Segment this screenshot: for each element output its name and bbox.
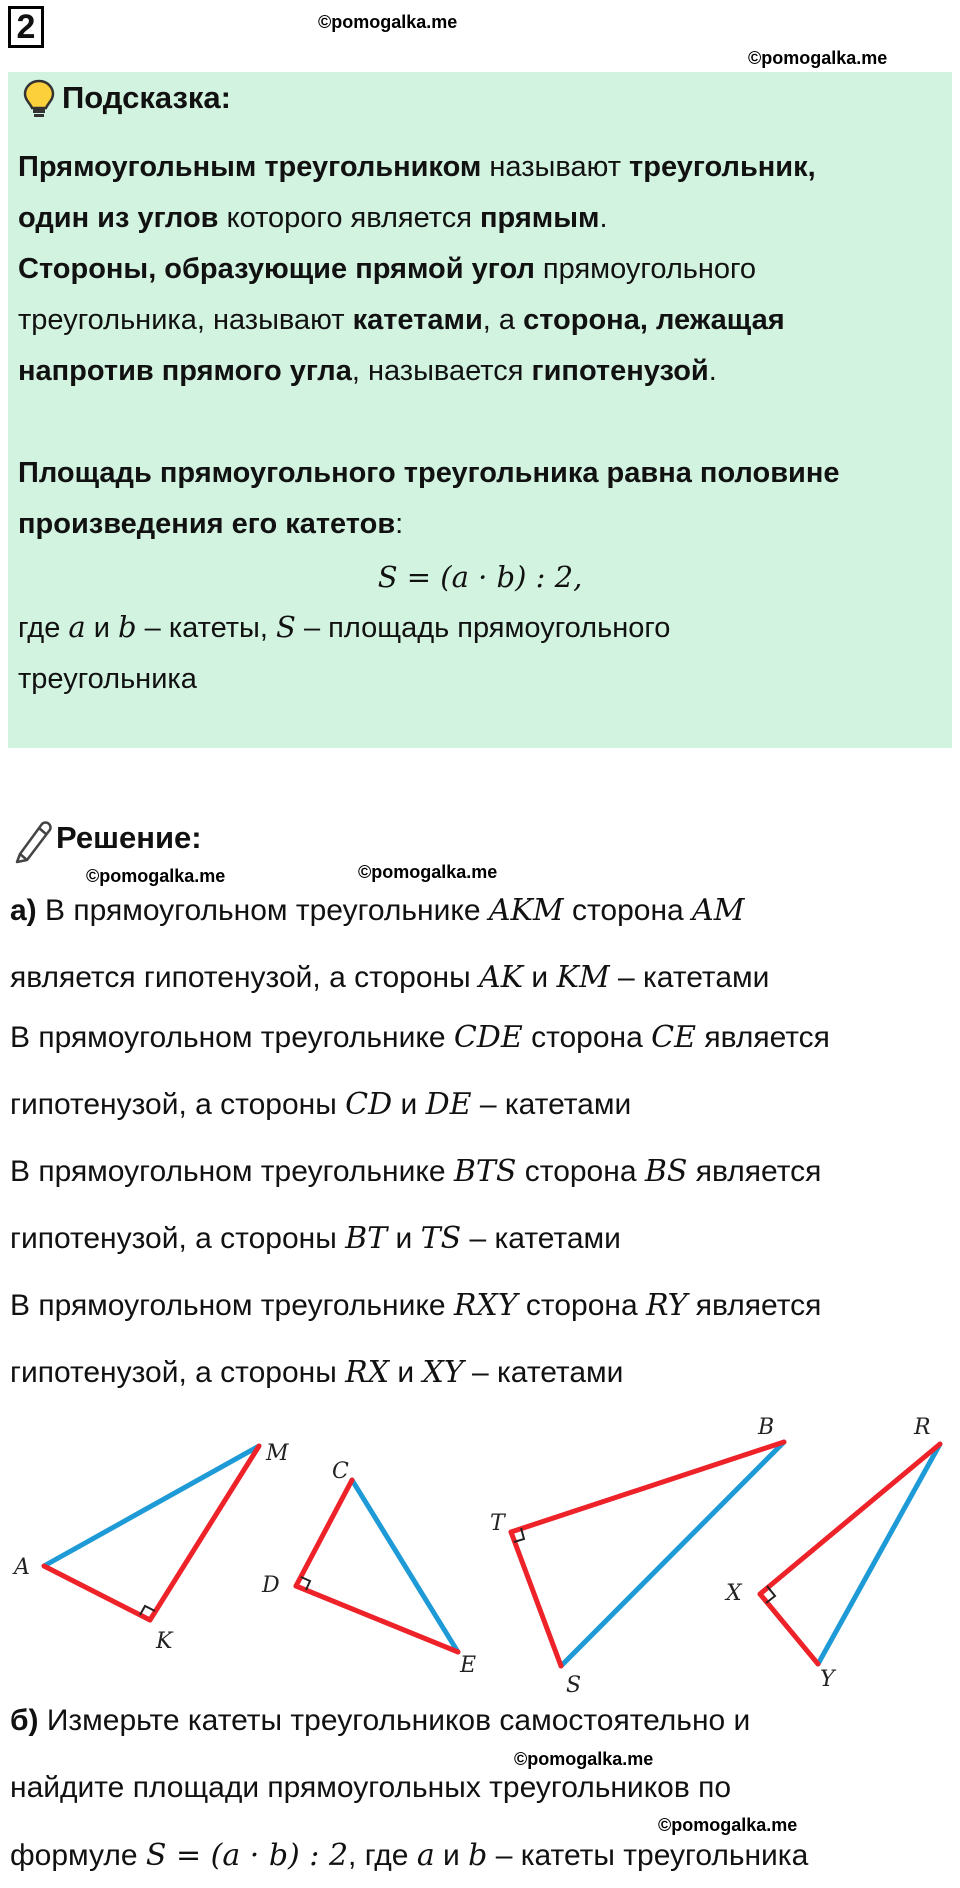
vertex-label-d: D (262, 1573, 280, 1598)
text: , а (482, 304, 524, 336)
text: . (708, 355, 717, 387)
term: гипотенузой (531, 355, 709, 387)
term: произведения его катетов (18, 508, 396, 540)
math: CDE (453, 1020, 523, 1055)
term: сторона, лежащая (523, 304, 785, 336)
text: , называется (351, 355, 532, 387)
formula-text: S = (a · b) : 2, (377, 560, 583, 594)
vertex-label-t: T (490, 1511, 505, 1536)
term: Площадь прямоугольного треугольника равна половине (18, 457, 840, 489)
math: a (68, 610, 86, 644)
pencil-icon (12, 818, 54, 869)
part-b-line-3 (10, 1838, 950, 1873)
math: TS (420, 1221, 462, 1256)
vertex-label-c: C (332, 1459, 349, 1484)
text: В прямоугольном треугольнике (10, 1289, 454, 1322)
text: и (387, 1222, 421, 1255)
vertex-label-e: E (460, 1653, 477, 1678)
text: и (85, 612, 119, 644)
leg-xy (760, 1594, 818, 1664)
math: S = (a · b) : 2 (145, 1838, 349, 1873)
term: треугольник, (629, 151, 816, 183)
text: и (392, 1088, 426, 1121)
text: формуле (10, 1839, 146, 1872)
math: CD (345, 1087, 393, 1122)
hint-title: Подсказка: (62, 80, 231, 115)
solution-line-1 (10, 893, 950, 928)
math: XY (422, 1355, 464, 1390)
text: гипотенузой, а стороны (10, 1088, 346, 1121)
watermark: ©pomogalka.me (514, 1749, 654, 1769)
text: сторона (522, 1021, 652, 1054)
part-b-line-2 (10, 1771, 950, 1805)
leg-ak (44, 1566, 150, 1620)
leg-de (296, 1586, 458, 1652)
term: Прямоугольным треугольником (18, 151, 482, 183)
solution-line-6 (10, 1221, 950, 1256)
text: В прямоугольном треугольнике (10, 1021, 454, 1054)
hint-paragraph-3 (18, 448, 948, 550)
hypotenuse-am (44, 1446, 259, 1566)
area-formula (8, 552, 952, 604)
math: DE (425, 1087, 472, 1122)
part-b-line-1 (10, 1704, 950, 1738)
term: прямым (480, 202, 600, 234)
text: гипотенузой, а стороны (10, 1222, 346, 1255)
text: – площадь прямоугольного (295, 612, 671, 644)
solution-title: Решение: (56, 820, 202, 855)
term: Стороны, образующие прямой угол (18, 253, 535, 285)
text: и (523, 961, 557, 994)
term: один из углов (18, 202, 219, 234)
math: b (118, 610, 137, 644)
vertex-label-s: S (566, 1673, 582, 1698)
watermark: ©pomogalka.me (318, 12, 458, 32)
text: и (434, 1839, 469, 1872)
text: – катеты треугольника (487, 1839, 809, 1872)
vertex-label-b: B (758, 1415, 775, 1440)
math: RXY (453, 1288, 518, 1323)
solution-line-4 (10, 1087, 950, 1122)
hint-paragraph-2 (18, 244, 948, 397)
vertex-label-x: X (726, 1581, 742, 1606)
text: . (599, 202, 608, 234)
vertex-label-a: A (14, 1555, 30, 1580)
text: : (395, 508, 404, 540)
hint-paragraph-1 (18, 142, 948, 244)
hypotenuse-ry (818, 1444, 940, 1664)
task-number: 2 (8, 6, 44, 48)
math: S (276, 610, 296, 644)
text: – катетами (471, 1088, 632, 1121)
lightbulb-icon (22, 78, 56, 125)
text: В прямоугольном треугольнике (36, 894, 489, 927)
math: BTS (453, 1154, 517, 1189)
math: BS (644, 1154, 688, 1189)
math: AM (692, 893, 745, 928)
solution-line-8 (10, 1355, 950, 1390)
part-a-label: а) (10, 894, 37, 927)
math: KM (556, 960, 610, 995)
leg-ts (511, 1532, 561, 1666)
text: – катетами (609, 961, 770, 994)
vertex-label-r: R (914, 1415, 931, 1440)
text: треугольника, называют (18, 304, 353, 336)
text: является гипотенузой, а стороны (10, 961, 480, 994)
text: является (696, 1021, 830, 1054)
watermark: ©pomogalka.me (86, 866, 226, 886)
solution-line-7 (10, 1288, 950, 1323)
part-b-label: б) (10, 1704, 39, 1737)
text: Измерьте катеты треугольников самостоятельно и (38, 1704, 751, 1737)
hypotenuse-ce (352, 1480, 458, 1652)
solution-line-5 (10, 1154, 950, 1189)
term: напротив прямого угла (18, 355, 352, 387)
text: где (18, 612, 69, 644)
math: AK (479, 960, 524, 995)
text: гипотенузой, а стороны (10, 1356, 346, 1389)
solution-line-3 (10, 1020, 950, 1055)
text: – катетами (461, 1222, 621, 1255)
text: и (389, 1356, 423, 1389)
text: является (687, 1289, 822, 1322)
vertex-label-y: Y (820, 1667, 835, 1692)
watermark: ©pomogalka.me (748, 48, 888, 68)
math: RY (645, 1288, 688, 1323)
math: CE (651, 1020, 696, 1055)
text: является (687, 1155, 822, 1188)
term: катетами (352, 304, 483, 336)
watermark: ©pomogalka.me (358, 862, 498, 882)
text: найдите площади прямоугольных треугольников по (10, 1771, 732, 1804)
text: называют (481, 151, 630, 183)
text: В прямоугольном треугольнике (10, 1155, 454, 1188)
solution-line-2 (10, 960, 950, 995)
text: треугольника (18, 663, 197, 695)
leg-tb (511, 1442, 784, 1532)
text: , где (348, 1839, 417, 1872)
text: – катеты, (136, 612, 277, 644)
math: b (468, 1838, 488, 1873)
text: прямоугольного (534, 253, 757, 285)
watermark: ©pomogalka.me (658, 1815, 798, 1835)
leg-rx (760, 1444, 940, 1594)
vertex-label-m: M (266, 1441, 289, 1466)
text: – катетами (463, 1356, 624, 1389)
math: BT (345, 1221, 388, 1256)
leg-cd (296, 1480, 352, 1586)
vertex-label-k: K (156, 1629, 173, 1654)
hint-paragraph-4 (18, 602, 948, 705)
leg-km (150, 1446, 259, 1620)
text: которого является (218, 202, 480, 234)
math: a (416, 1838, 435, 1873)
text: сторона (563, 894, 693, 927)
triangles-figure (0, 1410, 960, 1700)
text: сторона (516, 1155, 645, 1188)
math: RX (345, 1355, 390, 1390)
hypotenuse-bs (561, 1442, 784, 1666)
text: сторона (517, 1289, 646, 1322)
math: AKM (488, 893, 564, 928)
